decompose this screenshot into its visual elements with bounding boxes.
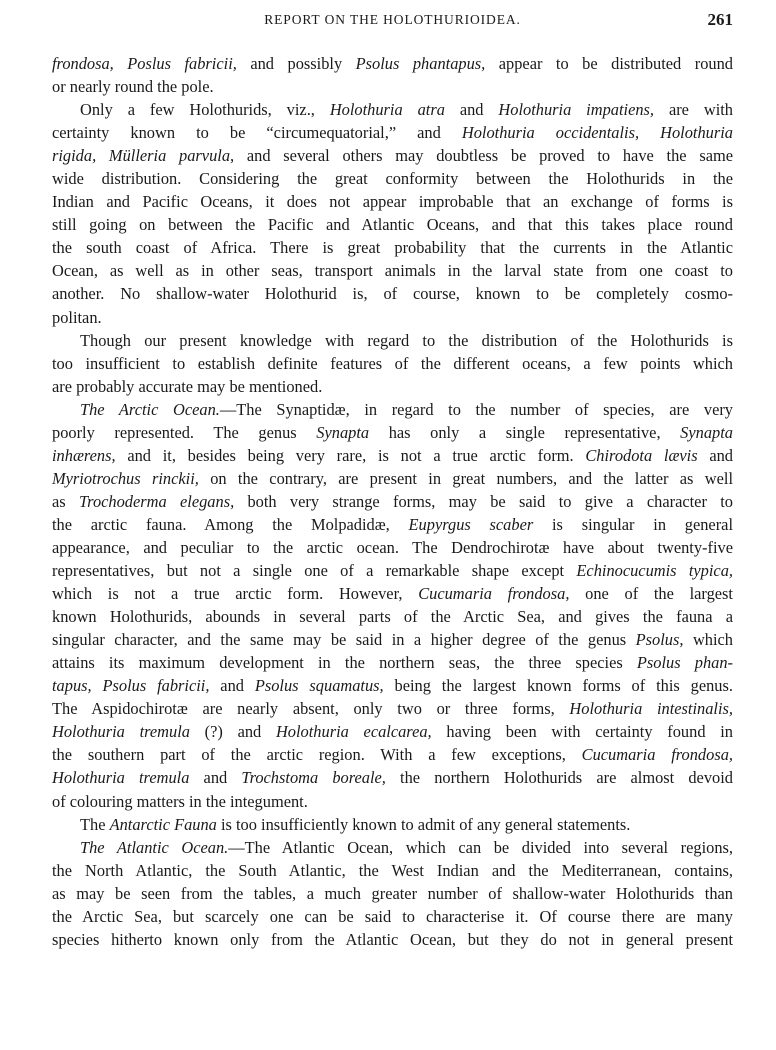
- text-run: —The Synaptidæ, in regard to the number of species, are very: [219, 399, 733, 419]
- italic-term: Antarctic Fauna: [109, 814, 217, 834]
- text-run: attains its maximum development in the northern seas, the three species: [52, 653, 637, 673]
- text-line: [52, 790, 733, 813]
- italic-term: Echinocucumis typica,: [576, 561, 733, 581]
- text-line: [52, 905, 733, 928]
- body-text: [52, 52, 733, 951]
- text-line: [52, 928, 733, 951]
- text-run: and possibly: [236, 54, 356, 73]
- text-line: [52, 398, 733, 421]
- text-line: [52, 121, 733, 144]
- text-run: having been with certainty found in: [431, 722, 733, 742]
- text-run: both very strange forms, may be said to give a character to: [234, 491, 733, 511]
- italic-term: Psolus phan-: [636, 653, 733, 673]
- italic-term: frondosa, Poslus fabricii,: [52, 54, 237, 73]
- text-line: [52, 190, 733, 213]
- text-line: [52, 98, 733, 121]
- text-run: of colouring matters in the integument.: [52, 791, 308, 811]
- text-line: [52, 813, 733, 836]
- italic-term: Holothuria impatiens,: [498, 100, 655, 120]
- italic-term: Holothuria ecalcarea,: [275, 722, 432, 742]
- text-run: one of the largest: [569, 584, 733, 604]
- text-line: [52, 444, 733, 467]
- text-run: Only a few Holothurids, viz.,: [80, 100, 330, 120]
- text-run: —The Atlantic Ocean, which can be divided into several regions,: [228, 837, 733, 857]
- text-run: and: [189, 768, 242, 788]
- text-line: [52, 490, 733, 513]
- italic-term: Holothuria occidentalis, Holothuria: [461, 123, 733, 143]
- text-run: and: [444, 100, 499, 120]
- italic-term: Synapta: [680, 422, 733, 442]
- text-run: another. No shallow-water Holothurid is, of course, known to be completely cosmo-: [52, 284, 733, 304]
- text-run: and it, besides being very rare, is not a true arctic form.: [115, 445, 586, 465]
- text-run: too insufficient to establish definite features of the different oceans, a few points which: [52, 353, 733, 373]
- text-line: [52, 536, 733, 559]
- italic-term: Cucumaria frondosa,: [581, 745, 733, 765]
- text-run: as may be seen from the tables, a much greater number of shallow-water Holothurids than: [52, 883, 733, 903]
- text-line: [52, 628, 733, 651]
- text-run: still going on between the Pacific and Atlantic Oceans, and that this takes place round: [52, 215, 733, 235]
- text-run: Ocean, as well as in other seas, transport animals in the larval state from one coast to: [52, 261, 733, 281]
- text-line: [52, 75, 733, 98]
- italic-term: inhærens,: [52, 445, 116, 465]
- text-run: on the contrary, are present in great numbers, and the latter as well: [198, 468, 733, 488]
- text-line: [52, 882, 733, 905]
- text-run: The: [80, 814, 110, 834]
- text-line: [52, 766, 733, 789]
- italic-term: Trochstoma boreale,: [241, 768, 386, 788]
- text-run: the southern part of the arctic region. With a few exceptions,: [52, 745, 582, 765]
- italic-term: The Atlantic Ocean.: [80, 837, 229, 857]
- italic-term: rigida, Mülleria parvula,: [52, 146, 235, 166]
- text-line: [52, 236, 733, 259]
- text-line: [52, 743, 733, 766]
- text-run: poorly represented. The genus: [52, 422, 317, 442]
- italic-term: Chirodota lævis: [585, 445, 698, 465]
- italic-term: Synapta: [316, 422, 370, 442]
- text-line: [52, 559, 733, 582]
- text-run: and several others may doubtless be proved to have the same: [234, 146, 734, 166]
- text-run: (?) and: [189, 722, 276, 742]
- text-line: [52, 582, 733, 605]
- text-run: the arctic fauna. Among the Molpadidæ,: [52, 514, 409, 534]
- page-header: [52, 12, 733, 36]
- text-run: has only a single representative,: [369, 422, 681, 442]
- text-run: is too insufficiently known to admit of any general statements.: [216, 814, 631, 834]
- italic-term: tapus, Psolus fabricii,: [52, 676, 210, 696]
- text-line: [52, 213, 733, 236]
- text-run: species hitherto known only from the Atlantic Ocean, but they do not in general present: [52, 929, 733, 949]
- text-line: [52, 306, 733, 329]
- text-run: Indian and Pacific Oceans, it does not appear improbable that an exchange of forms is: [52, 192, 733, 212]
- text-line: [52, 674, 733, 697]
- text-line: [52, 329, 733, 352]
- text-line: [52, 259, 733, 282]
- text-line: [52, 859, 733, 882]
- italic-term: Eupyrgus scaber: [408, 514, 534, 534]
- text-line: [52, 375, 733, 398]
- text-line: [52, 605, 733, 628]
- text-line: [52, 421, 733, 444]
- text-run: and: [209, 676, 255, 696]
- text-run: certainty known to be “circumequatorial,” and: [52, 123, 462, 143]
- text-run: The Aspidochirotæ are nearly absent, only two or three forms,: [52, 699, 570, 719]
- italic-term: Myriotrochus rinckii,: [52, 468, 199, 488]
- text-run: Though our present knowledge with regard to the distribution of the Holothurids is: [80, 330, 733, 350]
- text-run: representatives, but not a single one of a remarkable shape except: [52, 561, 577, 581]
- italic-term: Holothuria intestinalis,: [569, 699, 733, 719]
- italic-term: Psolus,: [635, 630, 684, 650]
- italic-term: Psolus phantapus,: [355, 54, 486, 73]
- text-line: [52, 651, 733, 674]
- text-run: the south coast of Africa. There is great probability that the currents in the Atlantic: [52, 238, 733, 258]
- text-line: [52, 697, 733, 720]
- text-line: [52, 467, 733, 490]
- italic-term: Holothuria tremula: [52, 768, 190, 788]
- italic-term: Holothuria tremula: [52, 722, 190, 742]
- text-run: as: [52, 491, 79, 511]
- text-run: which: [683, 630, 734, 650]
- text-run: being the largest known forms of this genus.: [383, 676, 733, 696]
- italic-term: Trochoderma elegans,: [78, 491, 235, 511]
- text-line: [52, 720, 733, 743]
- text-line: [52, 144, 733, 167]
- text-run: is singular in general: [533, 514, 733, 534]
- text-run: singular character, and the same may be said in a higher degree of the genus: [52, 630, 636, 650]
- italic-term: Holothuria atra: [329, 100, 445, 120]
- text-line: [52, 836, 733, 859]
- text-run: which is not a true arctic form. However,: [52, 584, 419, 604]
- text-run: appear to be distributed round: [485, 54, 733, 73]
- text-run: are probably accurate may be mentioned.: [52, 376, 323, 396]
- text-line: [52, 167, 733, 190]
- italic-term: The Arctic Ocean.: [80, 399, 220, 419]
- text-line: [52, 282, 733, 305]
- page-number: 261: [707, 10, 733, 29]
- text-run: or nearly round the pole.: [52, 77, 214, 97]
- text-run: appearance, and peculiar to the arctic ocean. The Dendrochirotæ have about twenty-five: [52, 537, 733, 557]
- text-run: are with: [654, 100, 734, 120]
- running-title: REPORT ON THE HOLOTHURIOIDEA.: [264, 12, 521, 27]
- text-run: wide distribution. Considering the great conformity between the Holothurids in the: [52, 169, 733, 189]
- text-run: politan.: [52, 307, 102, 327]
- text-run: the northern Holothurids are almost devoid: [385, 768, 733, 788]
- text-run: the North Atlantic, the South Atlantic, the West Indian and the Mediterranean, contains,: [52, 860, 733, 880]
- text-line: [52, 513, 733, 536]
- italic-term: Psolus squamatus,: [254, 676, 384, 696]
- text-run: and: [697, 445, 733, 465]
- italic-term: Cucumaria frondosa,: [418, 584, 570, 604]
- text-run: known Holothurids, abounds in several parts of the Arctic Sea, and gives the fauna a: [52, 607, 733, 627]
- text-line: [52, 52, 733, 75]
- text-run: the Arctic Sea, but scarcely one can be said to characterise it. Of course there are many: [52, 906, 733, 926]
- text-line: [52, 352, 733, 375]
